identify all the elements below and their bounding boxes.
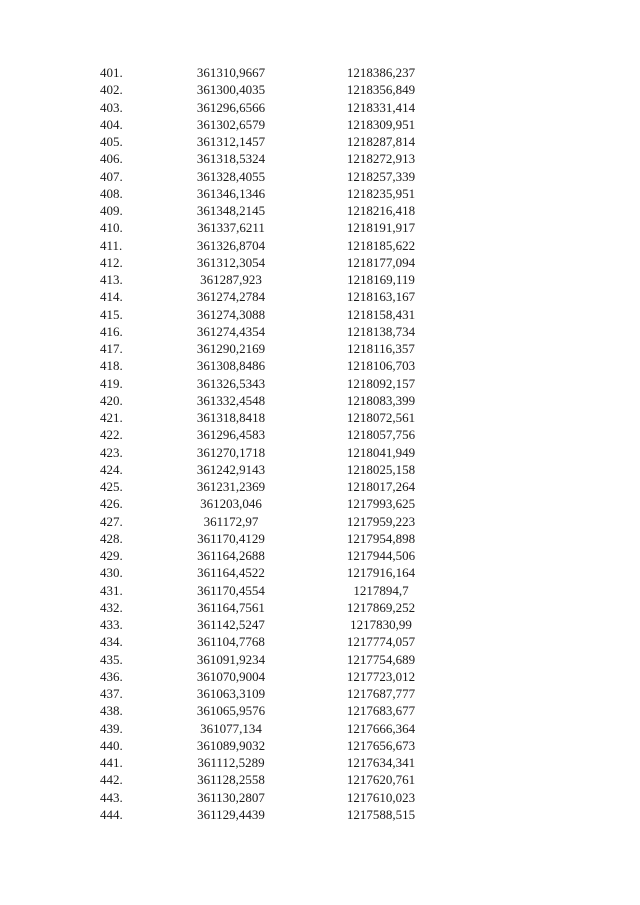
table-row bbox=[0, 444, 640, 461]
table-row bbox=[0, 219, 640, 236]
row-number: 424. bbox=[100, 461, 123, 477]
y-coordinate: 1218177,094 bbox=[346, 254, 416, 270]
y-coordinate: 1217869,252 bbox=[346, 599, 416, 615]
row-number: 416. bbox=[100, 323, 123, 339]
row-number: 409. bbox=[100, 203, 123, 218]
x-coordinate: 361300,4035 bbox=[196, 82, 266, 98]
row-number: 420. bbox=[100, 392, 123, 408]
x-coordinate: 361242,9143 bbox=[196, 461, 266, 477]
table-row bbox=[0, 185, 640, 202]
row-number: 437. bbox=[100, 686, 123, 701]
y-coordinate: 1218185,622 bbox=[346, 237, 416, 253]
y-coordinate: 1217916,164 bbox=[346, 565, 416, 581]
y-coordinate: 1218106,703 bbox=[346, 358, 416, 374]
table-row bbox=[0, 633, 640, 650]
row-number: 433. bbox=[100, 617, 123, 632]
y-coordinate: 1217993,625 bbox=[346, 496, 416, 512]
x-coordinate: 361337,6211 bbox=[197, 220, 265, 236]
y-coordinate: 1217944,506 bbox=[346, 548, 416, 563]
y-coordinate: 1217954,898 bbox=[346, 530, 416, 546]
x-coordinate: 361274,3088 bbox=[196, 306, 266, 322]
table-row bbox=[0, 237, 640, 254]
y-coordinate: 1218116,357 bbox=[347, 341, 415, 356]
x-coordinate: 361318,5324 bbox=[196, 151, 266, 167]
table-row bbox=[0, 288, 640, 305]
y-coordinate: 1218163,167 bbox=[346, 289, 416, 305]
row-number: 439. bbox=[100, 720, 123, 736]
y-coordinate: 1217610,023 bbox=[346, 789, 416, 805]
table-row bbox=[0, 599, 640, 616]
x-coordinate: 361203,046 bbox=[200, 496, 262, 512]
table-row bbox=[0, 116, 640, 133]
row-number: 431. bbox=[100, 582, 123, 598]
y-coordinate: 1218356,849 bbox=[346, 82, 416, 98]
y-coordinate: 1218072,561 bbox=[346, 410, 416, 425]
x-coordinate: 361318,8418 bbox=[196, 410, 266, 425]
table-row bbox=[0, 806, 640, 823]
row-number: 427. bbox=[100, 513, 123, 529]
table-row bbox=[0, 409, 640, 426]
table-row bbox=[0, 478, 640, 495]
y-coordinate: 1218041,949 bbox=[346, 444, 416, 460]
y-coordinate: 1218191,917 bbox=[346, 220, 416, 236]
x-coordinate: 361063,3109 bbox=[196, 686, 266, 701]
x-coordinate: 361312,3054 bbox=[196, 254, 266, 270]
y-coordinate: 1218272,913 bbox=[346, 151, 416, 167]
x-coordinate: 361296,6566 bbox=[196, 99, 266, 115]
table-row bbox=[0, 702, 640, 719]
row-number: 441. bbox=[100, 755, 123, 770]
y-coordinate: 1217656,673 bbox=[346, 737, 416, 753]
table-row bbox=[0, 81, 640, 98]
y-coordinate: 1217683,677 bbox=[346, 703, 416, 719]
y-coordinate: 1218083,399 bbox=[346, 392, 416, 408]
table-row bbox=[0, 271, 640, 288]
y-coordinate: 1218257,339 bbox=[346, 168, 416, 184]
row-number: 411. bbox=[100, 237, 123, 253]
row-number: 401. bbox=[100, 65, 123, 80]
x-coordinate: 361308,8486 bbox=[196, 358, 266, 374]
x-coordinate: 361129,4439 bbox=[197, 806, 265, 822]
row-number: 434. bbox=[100, 634, 123, 650]
y-coordinate: 1217634,341 bbox=[346, 755, 416, 770]
table-row bbox=[0, 685, 640, 702]
x-coordinate: 361172,97 bbox=[203, 513, 259, 529]
x-coordinate: 361077,134 bbox=[200, 720, 262, 736]
table-row bbox=[0, 461, 640, 478]
y-coordinate: 1218017,264 bbox=[346, 479, 416, 494]
y-coordinate: 1217894,7 bbox=[353, 582, 409, 598]
table-row bbox=[0, 651, 640, 668]
x-coordinate: 361274,4354 bbox=[196, 323, 266, 339]
x-coordinate: 361346,1346 bbox=[196, 185, 266, 201]
table-row bbox=[0, 426, 640, 443]
x-coordinate: 361328,4055 bbox=[196, 168, 266, 184]
x-coordinate: 361170,4129 bbox=[197, 530, 265, 546]
table-row bbox=[0, 616, 640, 633]
y-coordinate: 1218092,157 bbox=[346, 375, 416, 391]
y-coordinate: 1218025,158 bbox=[346, 461, 416, 477]
x-coordinate: 361070,9004 bbox=[196, 668, 266, 684]
table-row bbox=[0, 737, 640, 754]
table-row bbox=[0, 392, 640, 409]
table-row bbox=[0, 150, 640, 167]
x-coordinate: 361130,2807 bbox=[197, 789, 265, 805]
table-row bbox=[0, 582, 640, 599]
row-number: 418. bbox=[100, 358, 123, 374]
row-number: 443. bbox=[100, 789, 123, 805]
x-coordinate: 361270,1718 bbox=[196, 444, 266, 460]
x-coordinate: 361348,2145 bbox=[196, 203, 266, 218]
row-number: 440. bbox=[100, 737, 123, 753]
x-coordinate: 361296,4583 bbox=[196, 427, 266, 443]
table-row bbox=[0, 495, 640, 512]
table-row bbox=[0, 789, 640, 806]
row-number: 408. bbox=[100, 185, 123, 201]
x-coordinate: 361332,4548 bbox=[196, 392, 266, 408]
x-coordinate: 361164,7561 bbox=[197, 599, 265, 615]
table-row bbox=[0, 771, 640, 788]
y-coordinate: 1218057,756 bbox=[346, 427, 416, 443]
row-number: 430. bbox=[100, 565, 123, 581]
row-number: 426. bbox=[100, 496, 123, 512]
x-coordinate: 361326,5343 bbox=[196, 375, 266, 391]
x-coordinate: 361312,1457 bbox=[196, 134, 266, 149]
row-number: 413. bbox=[100, 272, 123, 287]
row-number: 415. bbox=[100, 306, 123, 322]
row-number: 421. bbox=[100, 410, 123, 425]
row-number: 438. bbox=[100, 703, 123, 719]
x-coordinate: 361231,2369 bbox=[196, 479, 266, 494]
y-coordinate: 1217959,223 bbox=[346, 513, 416, 529]
row-number: 404. bbox=[100, 116, 123, 132]
table-row bbox=[0, 513, 640, 530]
table-row bbox=[0, 323, 640, 340]
table-row bbox=[0, 668, 640, 685]
y-coordinate: 1217754,689 bbox=[346, 651, 416, 667]
table-row bbox=[0, 547, 640, 564]
table-row bbox=[0, 254, 640, 271]
y-coordinate: 1217588,515 bbox=[346, 806, 416, 822]
row-number: 417. bbox=[100, 341, 123, 356]
table-row bbox=[0, 340, 640, 357]
x-coordinate: 361302,6579 bbox=[196, 116, 266, 132]
row-number: 402. bbox=[100, 82, 123, 98]
table-row bbox=[0, 202, 640, 219]
y-coordinate: 1218331,414 bbox=[346, 99, 416, 115]
y-coordinate: 1217620,761 bbox=[346, 772, 416, 788]
table-row bbox=[0, 720, 640, 737]
y-coordinate: 1218287,814 bbox=[346, 134, 416, 149]
y-coordinate: 1218158,431 bbox=[346, 306, 416, 322]
table-row bbox=[0, 375, 640, 392]
x-coordinate: 361287,923 bbox=[200, 272, 262, 287]
table-row bbox=[0, 168, 640, 185]
x-coordinate: 361290,2169 bbox=[196, 341, 266, 356]
y-coordinate: 1218138,734 bbox=[346, 323, 416, 339]
row-number: 410. bbox=[100, 220, 123, 236]
table-row bbox=[0, 564, 640, 581]
y-coordinate: 1218309,951 bbox=[346, 116, 416, 132]
table-row bbox=[0, 99, 640, 116]
row-number: 429. bbox=[100, 548, 123, 563]
table-row bbox=[0, 530, 640, 547]
row-number: 406. bbox=[100, 151, 123, 167]
row-number: 442. bbox=[100, 772, 123, 788]
y-coordinate: 1218169,119 bbox=[347, 272, 415, 287]
row-number: 419. bbox=[100, 375, 123, 391]
y-coordinate: 1218235,951 bbox=[346, 185, 416, 201]
x-coordinate: 361104,7768 bbox=[197, 634, 265, 650]
y-coordinate: 1217723,012 bbox=[346, 668, 416, 684]
row-number: 403. bbox=[100, 99, 123, 115]
y-coordinate: 1217666,364 bbox=[346, 720, 416, 736]
table-row bbox=[0, 133, 640, 150]
x-coordinate: 361164,4522 bbox=[197, 565, 265, 581]
row-number: 444. bbox=[100, 806, 123, 822]
row-number: 436. bbox=[100, 668, 123, 684]
row-number: 428. bbox=[100, 530, 123, 546]
y-coordinate: 1218386,237 bbox=[346, 65, 416, 80]
x-coordinate: 361065,9576 bbox=[196, 703, 266, 719]
coordinate-table bbox=[0, 64, 640, 823]
x-coordinate: 361310,9667 bbox=[196, 65, 266, 80]
x-coordinate: 361089,9032 bbox=[196, 737, 266, 753]
y-coordinate: 1217687,777 bbox=[346, 686, 416, 701]
table-row bbox=[0, 64, 640, 81]
row-number: 407. bbox=[100, 168, 123, 184]
y-coordinate: 1217830,99 bbox=[350, 617, 412, 632]
row-number: 414. bbox=[100, 289, 123, 305]
x-coordinate: 361170,4554 bbox=[197, 582, 265, 598]
table-row bbox=[0, 306, 640, 323]
y-coordinate: 1217774,057 bbox=[346, 634, 416, 650]
x-coordinate: 361142,5247 bbox=[197, 617, 265, 632]
x-coordinate: 361164,2688 bbox=[197, 548, 265, 563]
table-row bbox=[0, 754, 640, 771]
x-coordinate: 361274,2784 bbox=[196, 289, 266, 305]
row-number: 425. bbox=[100, 479, 123, 494]
row-number: 422. bbox=[100, 427, 123, 443]
x-coordinate: 361091,9234 bbox=[196, 651, 266, 667]
row-number: 423. bbox=[100, 444, 123, 460]
row-number: 432. bbox=[100, 599, 123, 615]
x-coordinate: 361326,8704 bbox=[196, 237, 266, 253]
table-row bbox=[0, 357, 640, 374]
x-coordinate: 361112,5289 bbox=[197, 755, 265, 770]
row-number: 435. bbox=[100, 651, 123, 667]
row-number: 412. bbox=[100, 254, 123, 270]
x-coordinate: 361128,2558 bbox=[197, 772, 265, 788]
y-coordinate: 1218216,418 bbox=[346, 203, 416, 218]
row-number: 405. bbox=[100, 134, 123, 149]
